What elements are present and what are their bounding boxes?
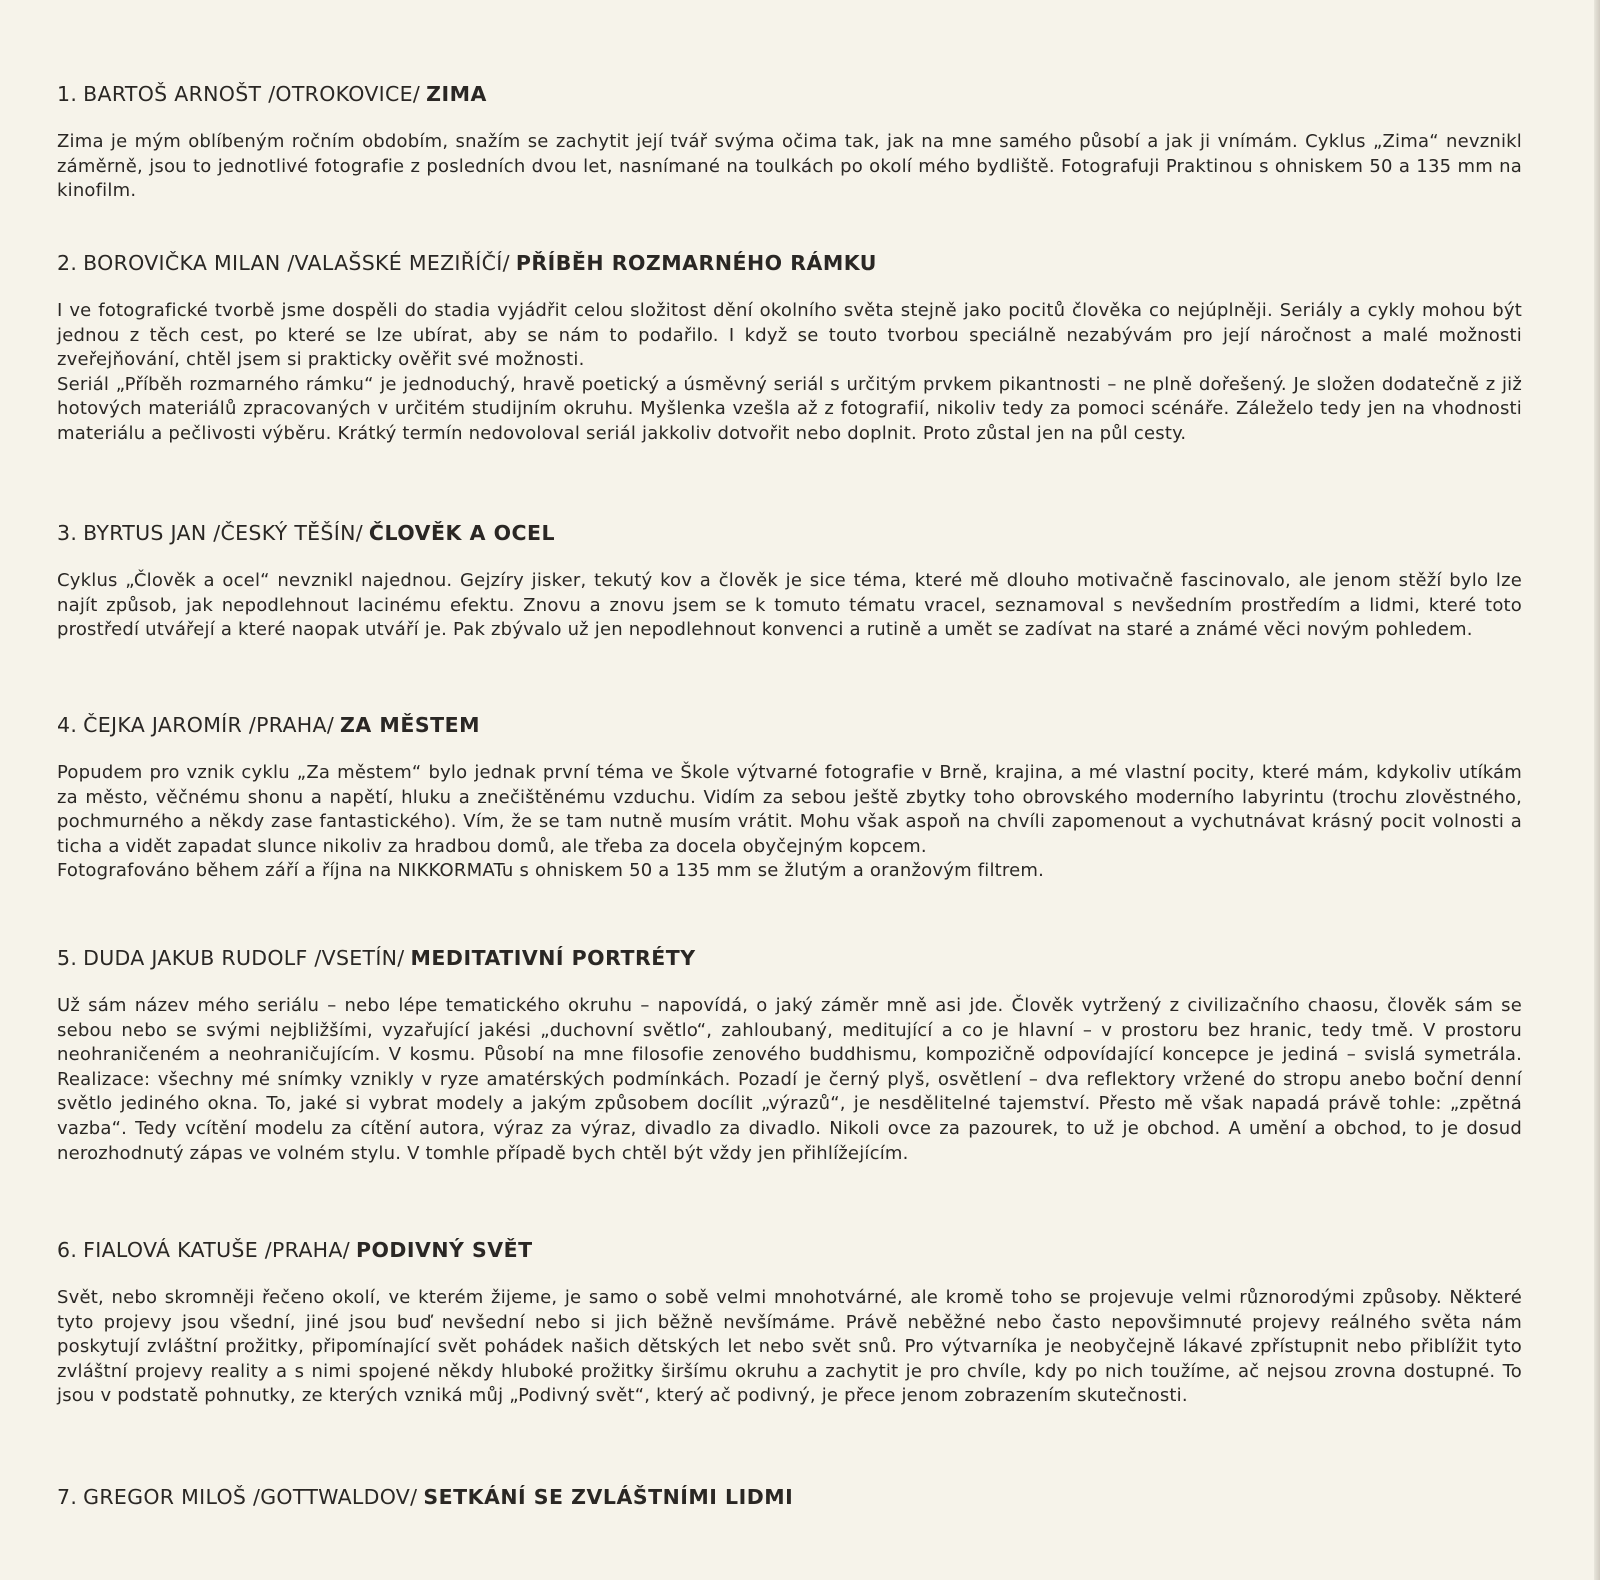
entry-body (57, 299, 1522, 447)
entry-paragraph: Fotografováno během září a října na NIKKORMATu s ohniskem 50 a 135 mm se žlutým a oranžovým filtrem. (57, 860, 1045, 882)
entry-body (57, 761, 1522, 884)
entry-author: BOROVIČKA MILAN /VALAŠSKÉ MEZIŘÍČÍ/ (83, 251, 510, 275)
entry-number: 2. (57, 251, 78, 275)
entry-paragraph: Seriál „Příběh rozmarného rámku“ je jednoduchý, hravě poetický a úsměvný seriál s určitým prvkem pikantnosti – ne plně dořešený. Je složen dodatečně z již hotových materiálů zpracovaných v určitém studijním okruhu. Myšlenka vzešla až z fotografií, nikoliv tedy za pomoci scénáře. Záleželo tedy jen na vhodnosti materiálu a pečlivosti výběru. Krátký termín nedovoloval seriál jakkoliv dotvořit nebo doplnit. Proto zůstal jen na půl cesty. (57, 373, 1522, 444)
entry-title: ČLOVĚK A OCEL (368, 521, 556, 545)
entry-heading (57, 80, 1522, 108)
entry-7 (57, 1483, 1522, 1511)
entry-title: PODIVNÝ SVĚT (355, 1238, 533, 1262)
entry-heading (57, 944, 1522, 972)
entry-number: 7. (57, 1485, 78, 1509)
entry-title: ZIMA (426, 82, 487, 106)
entry-paragraph: Zima je mým oblíbeným ročním obdobím, snažím se zachytit její tvář svýma očima tak, jak na mne samého působí a jak ji vnímám. Cyklus „Zima“ nevznikl záměrně, jsou to jednotlivé fotografie z posledních dvou let, nasnímané na toulkách po okolí mého bydliště. Fotografuji Praktinou s ohniskem 50 a 135 mm na kinofilm. (57, 131, 1522, 202)
entry-body (57, 994, 1522, 1166)
entry-author: DUDA JAKUB RUDOLF /VSETÍN/ (83, 946, 405, 970)
entry-paragraph: Svět, nebo skromněji řečeno okolí, ve kterém žijeme, je samo o sobě velmi mnohotvárné, ale kromě toho se projevuje velmi různorodými způsoby. Některé tyto projevy jsou všední, jiné jsou buď nevšední nebo si jich běžně nevšímáme. Právě neběžné nebo často nepovšimnuté projevy reálného světa nám poskytují zvláštní prožitky, připomínající svět pohádek našich dětských let nebo svět snů. Pro výtvarníka je neobyčejně lákavé zpřístupnit nebo přiblížit tyto zvláštní projevy reality a s nimi spojené někdy hluboké prožitky širšímu okruhu a zachytit je pro chvíle, kdy po nich toužíme, ač nejsou zrovna dostupné. To jsou v podstatě pohnutky, ze kterých vzniká můj „Podivný svět“, který ač podivný, je přece jenom zobrazením skutečnosti. (57, 1287, 1522, 1407)
entry-author: GREGOR MILOŠ /GOTTWALDOV/ (83, 1485, 418, 1509)
entry-title: MEDITATIVNÍ PORTRÉTY (410, 946, 696, 970)
entry-body (57, 1286, 1522, 1409)
entry-6 (57, 1236, 1522, 1409)
entry-heading (57, 1483, 1522, 1511)
entry-heading (57, 519, 1522, 547)
entry-3 (57, 519, 1522, 643)
entry-5 (57, 944, 1522, 1166)
entry-paragraph: Popudem pro vznik cyklu „Za městem“ bylo jednak první téma ve Škole výtvarné fotografie v Brně, krajina, a mé vlastní pocity, které mám, kdykoliv utíkám za město, věčnému shonu a napětí, hluku a znečištěnému vzduchu. Vidím za sebou ještě zbytky toho obrovského moderního labyrintu (trochu zlověstného, pochmurného a někdy zase fantastického). Vím, že se tam nutně musím vrátit. Mohu však aspoň na chvíli zapomenout a vychutnávat krásný pocit volnosti a ticha a vidět zapadat slunce nikoliv za hradbou domů, ale třeba za docela obyčejným kopcem. (57, 762, 1522, 857)
entry-author: BYRTUS JAN /ČESKÝ TĚŠÍN/ (83, 521, 363, 545)
entry-heading (57, 249, 1522, 277)
entry-body (57, 130, 1522, 204)
entry-title: SETKÁNÍ SE ZVLÁŠTNÍMI LIDMI (423, 1485, 794, 1509)
entry-1 (57, 80, 1522, 204)
entry-number: 5. (57, 946, 78, 970)
catalog-page (57, 0, 1522, 1580)
entry-title: PŘÍBĚH ROZMARNÉHO RÁMKU (515, 251, 877, 275)
entry-2 (57, 249, 1522, 447)
entry-author: FIALOVÁ KATUŠE /PRAHA/ (83, 1238, 350, 1262)
entry-number: 1. (57, 82, 78, 106)
entry-number: 3. (57, 521, 78, 545)
entry-author: BARTOŠ ARNOŠT /OTROKOVICE/ (83, 82, 421, 106)
entry-paragraph: I ve fotografické tvorbě jsme dospěli do stadia vyjádřit celou složitost dění okolního světa stejně jako pocitů člověka co nejúplněji. Seriály a cykly mohou být jednou z těch cest, po které se lze ubírat, aby se nám to podařilo. I když se touto tvorbou speciálně nezabývám pro její náročnost a malé možnosti zveřejňování, chtěl jsem si prakticky ověřit své možnosti. (57, 300, 1522, 371)
entry-4 (57, 711, 1522, 884)
entry-title: ZA MĚSTEM (340, 713, 480, 737)
entry-paragraph: Cyklus „Člověk a ocel“ nevznikl najednou. Gejzíry jisker, tekutý kov a člověk je sice téma, které mě dlouho motivačně fascinovalo, ale jenom stěží bylo lze najít způsob, jak nepodlehnout lacinému efektu. Znovu a znovu jsem se k tomuto tématu vracel, seznamoval s nevšedním prostředím a lidmi, které toto prostředí utvářejí a které naopak utváří je. Pak zbývalo už jen nepodlehnout konvenci a rutině a umět se zadívat na staré a známé věci novým pohledem. (57, 570, 1522, 641)
entry-heading (57, 1236, 1522, 1264)
page-edge-shadow (1594, 0, 1600, 1580)
entry-number: 4. (57, 713, 78, 737)
entry-number: 6. (57, 1238, 78, 1262)
entry-author: ČEJKA JAROMÍR /PRAHA/ (83, 713, 335, 737)
entry-heading (57, 711, 1522, 739)
entry-body (57, 569, 1522, 643)
entry-paragraph: Už sám název mého seriálu – nebo lépe tematického okruhu – napovídá, o jaký záměr mně asi jde. Člověk vytržený z civilizačního chaosu, člověk sám se sebou nebo se svými nejbližšími, vyzařující jakési „duchovní světlo“, zahloubaný, meditující a co je hlavní – v prostoru bez hranic, tedy tmě. V prostoru neohraničeném a neohraničujícím. V kosmu. Působí na mne filosofie zenového buddhismu, kompozičně odpovídající koncepce je jediná – svislá symetrála. Realizace: všechny mé snímky vznikly v ryze amatérských podmínkách. Pozadí je černý plyš, osvětlení – dva reflektory vržené do stropu anebo boční denní světlo jediného okna. To, jaké si vybrat modely a jakým způsobem docílit „výrazů“, je nesdělitelné tajemství. Přesto mě však napadá právě tohle: „zpětná vazba“. Tedy vcítění modelu za cítění autora, výraz za výraz, divadlo za divadlo. Nikoli ovce za pazourek, to už je obchod. A umění a obchod, to je dosud nerozhodnutý zápas ve volném stylu. V tomhle případě bych chtěl být vždy jen přihlížejícím. (57, 995, 1522, 1164)
